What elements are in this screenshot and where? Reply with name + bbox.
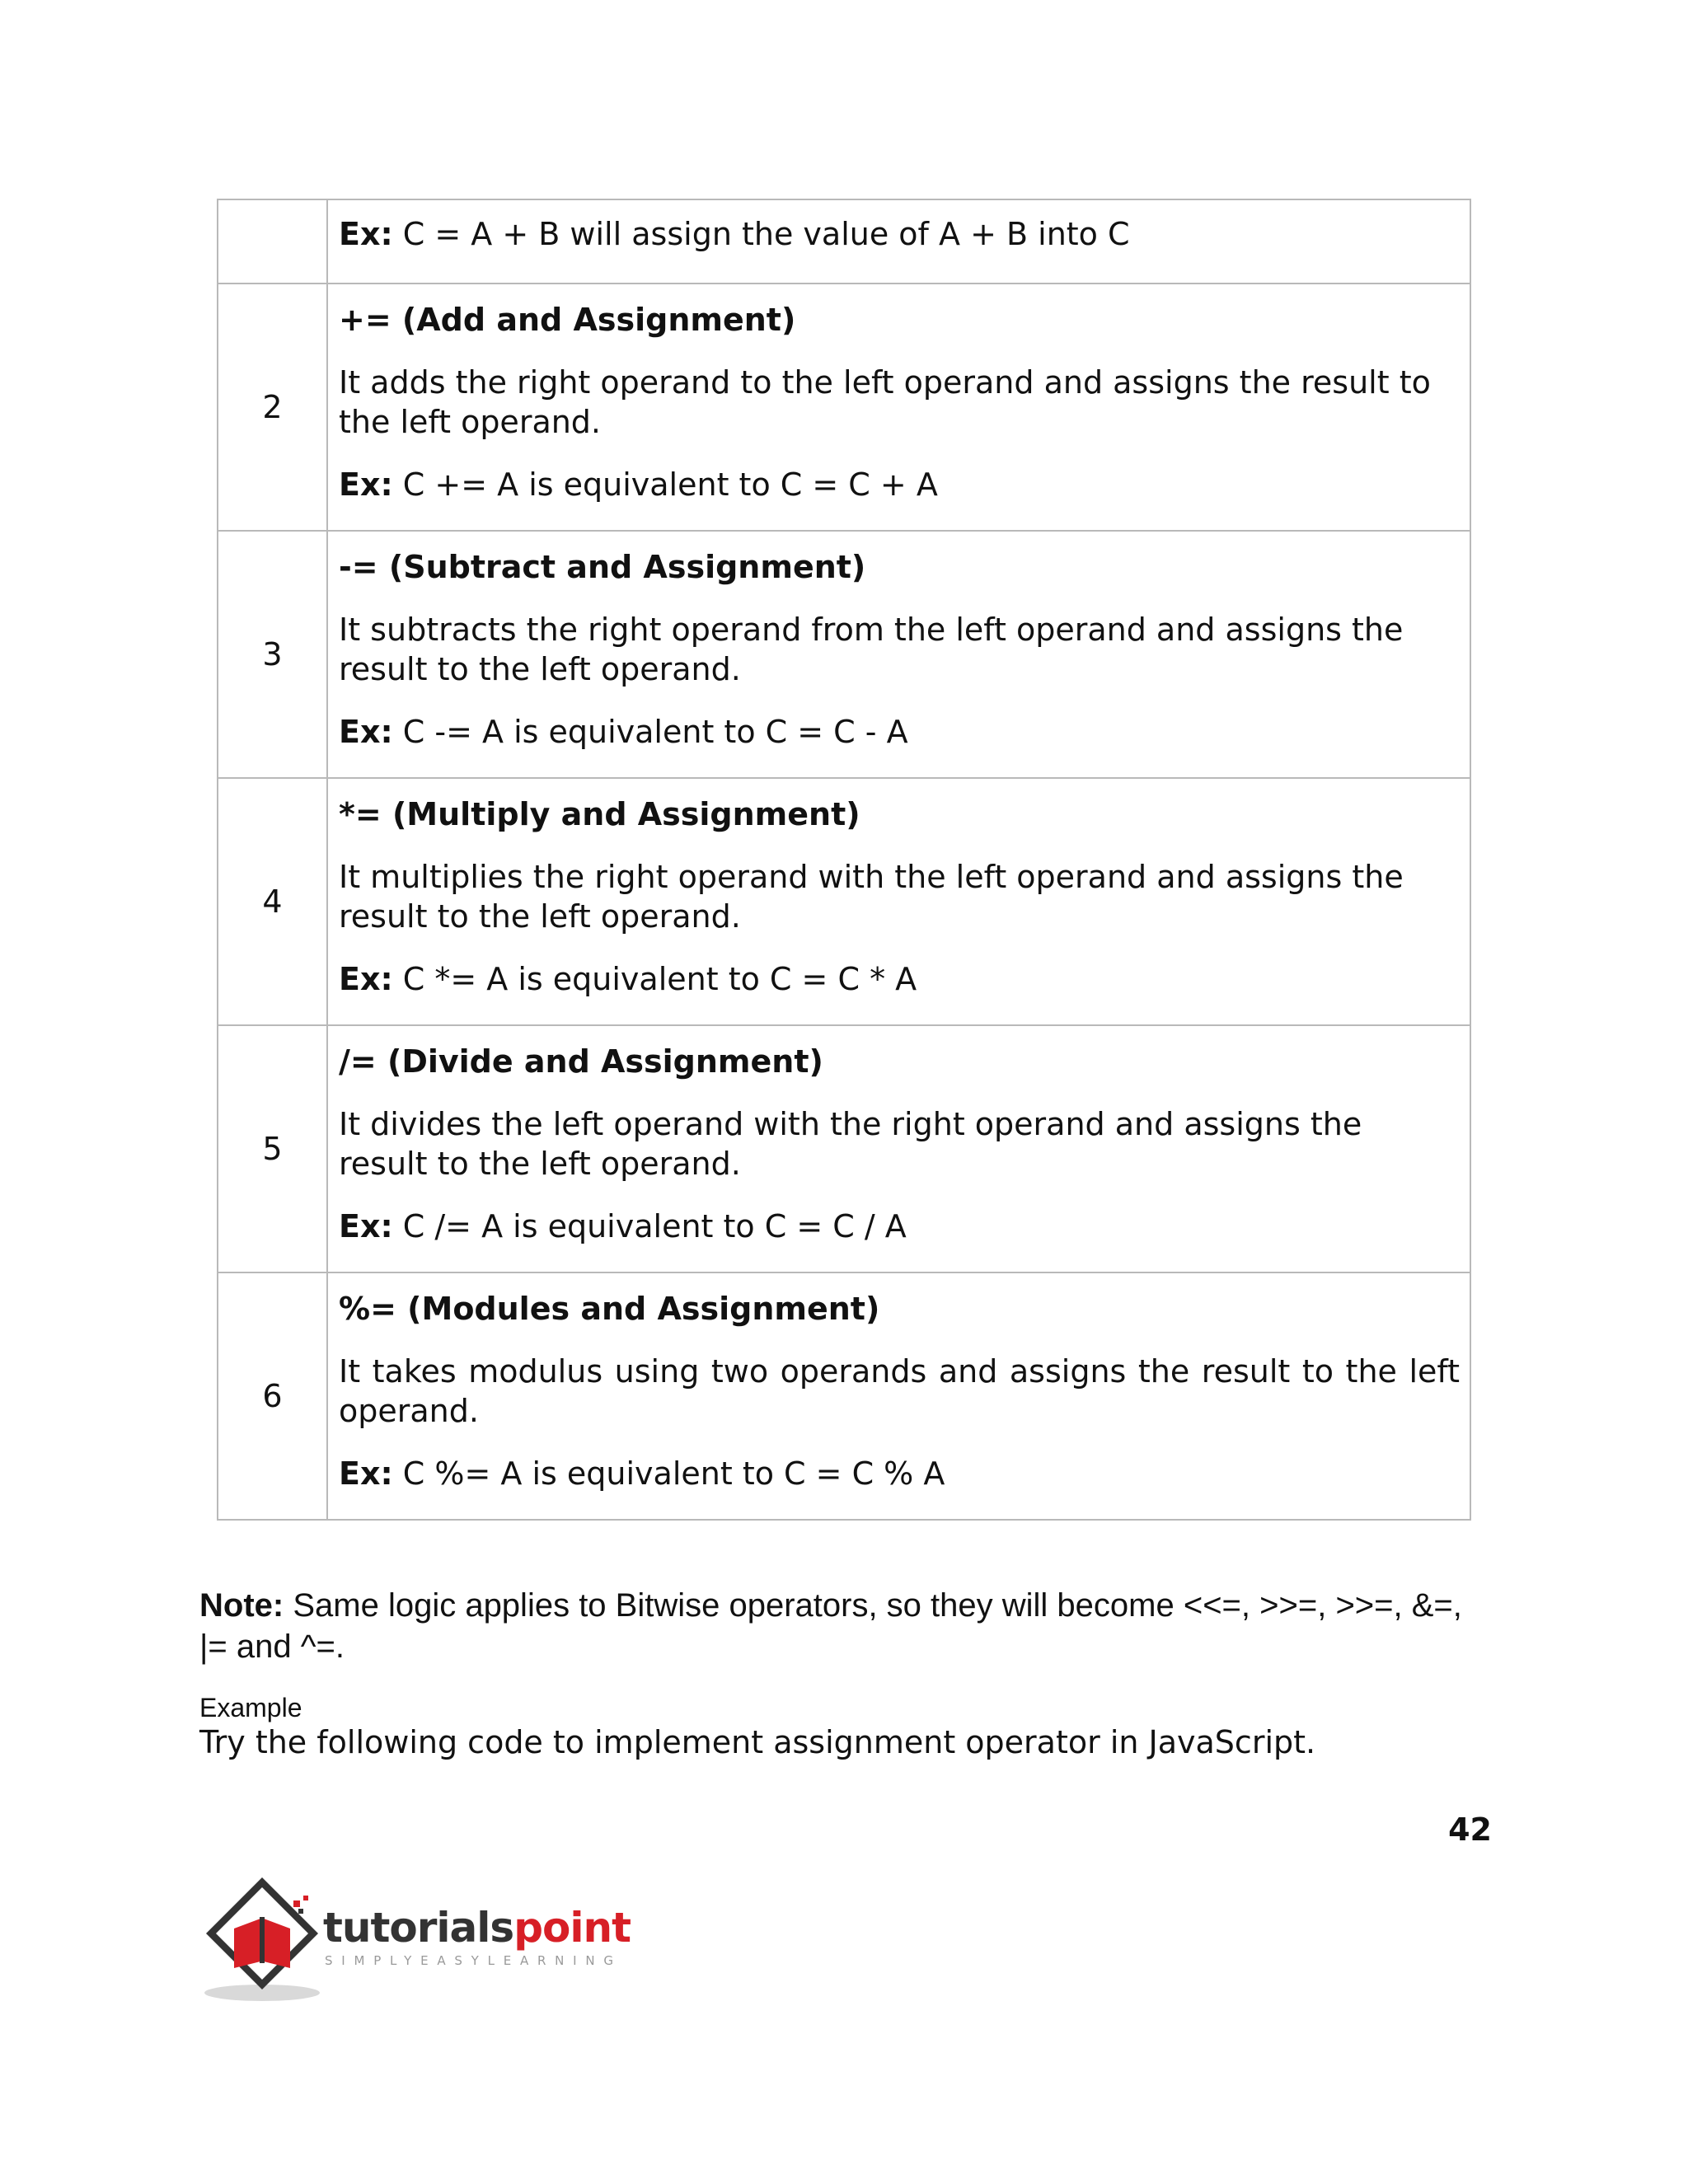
- row-number-cell: 5: [218, 1025, 327, 1272]
- logo-tagline: SIMPLYEASYLEARNING: [325, 1953, 613, 1968]
- logo-pixel-2: [303, 1896, 308, 1900]
- note-text: Same logic applies to Bitwise operators, so they will become <<=, >>=, >>=, &=, |= and ^=.: [199, 1587, 1462, 1665]
- row-number-cell: 2: [218, 284, 327, 531]
- operator-title: *= (Multiply and Assignment): [339, 796, 860, 832]
- example-line: [339, 959, 1460, 999]
- row-number-cell: 3: [218, 531, 327, 778]
- tutorialspoint-logo: [195, 1871, 631, 2011]
- example-line: [339, 1207, 1460, 1246]
- example-line: [339, 214, 1460, 254]
- operator-description: It takes modulus using two operands and assigns the result to the left operand.: [339, 1353, 1460, 1429]
- row-number-cell: 4: [218, 778, 327, 1025]
- description-cell: [327, 1025, 1470, 1272]
- note-paragraph: [199, 1585, 1485, 1667]
- assignment-operators-table: [217, 199, 1471, 1521]
- description-cell: [327, 531, 1470, 778]
- operator-description: It multiplies the right operand with the left operand and assigns the result to the left operand.: [339, 859, 1404, 935]
- table-row: [218, 199, 1470, 284]
- logo-pixel-3: [298, 1909, 303, 1914]
- example-heading: Example: [199, 1693, 302, 1722]
- example-text: C /= A is equivalent to C = C / A: [392, 1208, 907, 1244]
- example-line: [339, 465, 1460, 504]
- table-row: [218, 778, 1470, 1025]
- example-text: C += A is equivalent to C = C + A: [392, 466, 938, 503]
- table-row: [218, 284, 1470, 531]
- operator-description: It adds the right operand to the left operand and assigns the result to the left operand.: [339, 364, 1431, 440]
- operator-description: It subtracts the right operand from the left operand and assigns the result to the left operand.: [339, 612, 1404, 687]
- logo-pixel-1: [293, 1900, 300, 1907]
- example-text: C %= A is equivalent to C = C % A: [392, 1455, 945, 1492]
- page-number: 42: [1448, 1811, 1492, 1848]
- operator-title: -= (Subtract and Assignment): [339, 549, 866, 585]
- example-label: Ex:: [339, 1455, 393, 1492]
- row-number-cell: [218, 199, 327, 284]
- table-row: [218, 1272, 1470, 1520]
- table-row: [218, 1025, 1470, 1272]
- example-label: Ex:: [339, 1208, 393, 1244]
- note-label: Note:: [199, 1587, 284, 1624]
- description-cell: [327, 199, 1470, 284]
- row-number-cell: 6: [218, 1272, 327, 1520]
- description-cell: [327, 778, 1470, 1025]
- operator-title: += (Add and Assignment): [339, 302, 796, 338]
- example-label: Ex:: [339, 216, 393, 252]
- example-line: [339, 712, 1460, 752]
- intro-text: Try the following code to implement assignment operator in JavaScript.: [199, 1724, 1316, 1760]
- description-cell: [327, 1272, 1470, 1520]
- description-cell: [327, 284, 1470, 531]
- table-row: [218, 531, 1470, 778]
- operator-title: %= (Modules and Assignment): [339, 1291, 880, 1327]
- logo-brand-text: tutorialspoint: [323, 1904, 631, 1952]
- example-text: C *= A is equivalent to C = C * A: [392, 961, 917, 997]
- example-label: Ex:: [339, 714, 393, 750]
- example-label: Ex:: [339, 466, 393, 503]
- example-text: C -= A is equivalent to C = C - A: [392, 714, 908, 750]
- example-label: Ex:: [339, 961, 393, 997]
- operator-title: /= (Divide and Assignment): [339, 1043, 823, 1080]
- logo-book-spine: [260, 1917, 265, 1963]
- example-text: C = A + B will assign the value of A + B into C: [392, 216, 1130, 252]
- operator-description: It divides the left operand with the right operand and assigns the result to the left operand.: [339, 1106, 1362, 1182]
- example-line: [339, 1454, 1460, 1493]
